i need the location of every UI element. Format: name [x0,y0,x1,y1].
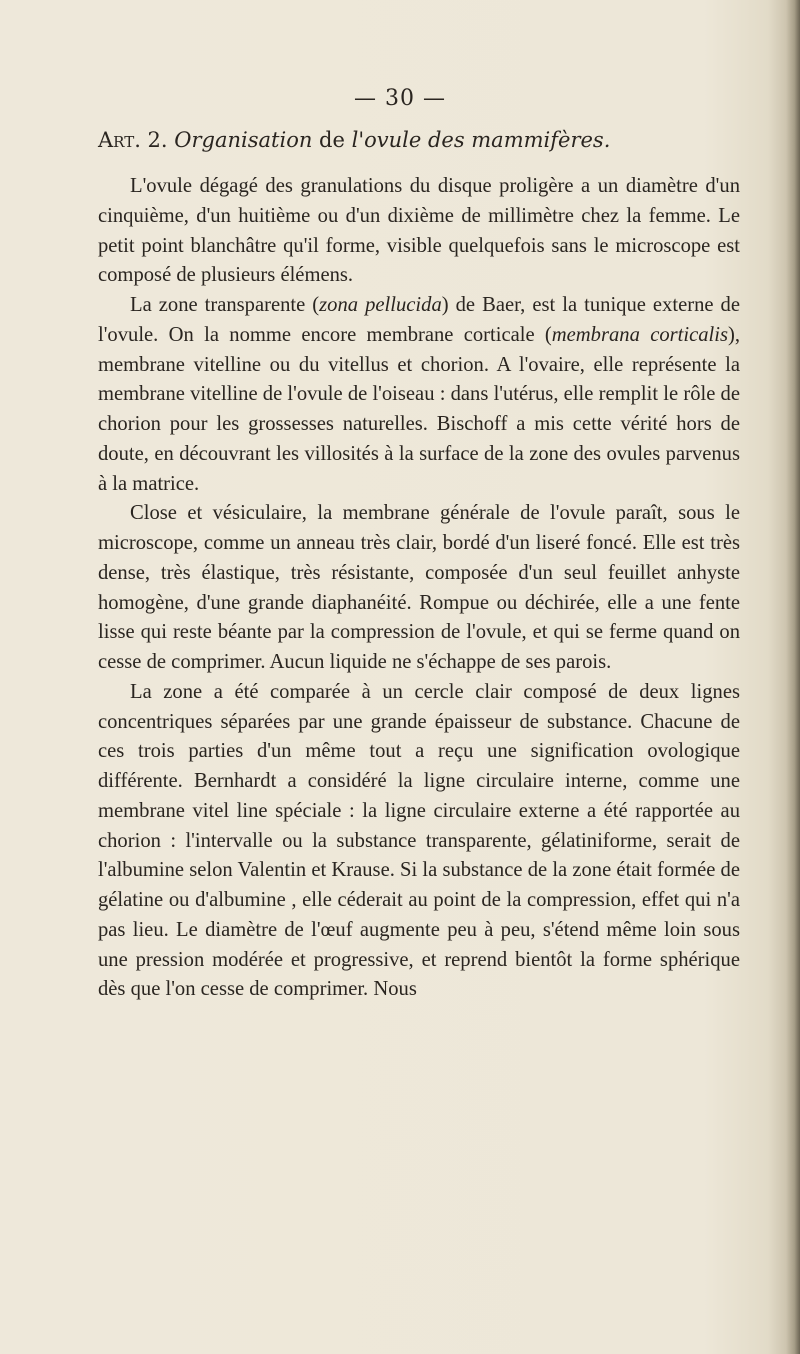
latin-term-membrana-corticalis: membrana corticalis [551,323,728,346]
paragraph-text: La zone transparente ( [130,294,320,316]
paragraph-text: ), membrane vitelline ou du vitellus et chorion. A l'ovaire, elle représente la membrane vitelline de l'ovule de l'oiseau : dans l'utérus, elle remplit le rôle de chorion pour les grossesses naturelles. Bischoff a mis cette vérité hors de doute, en découvrant les villosités à la surface de la zone des ovules parvenus à la matrice. [98,323,740,495]
section-heading [98,128,738,152]
paragraph-1 [98,172,740,291]
body-text [98,172,740,1005]
paragraph-text: La zone a été comparée à un cercle clair composé de deux lignes concentriques séparées par une grande épaisseur de substance. Chacune de ces trois parties d'un même tout a reçu une signification ovologique différente. Bernhardt a considéré la ligne circulaire interne, comme une membrane vitel line spéciale : la ligne circulaire externe a été rapportée au chorion : l'intervalle ou la substance transparente, gélatiniforme, serait de l'albumine selon Valentin et Krause. Si la substance de la zone était formée de gélatine ou d'albumine , elle céderait au point de la compression, effet qui n'a pas lieu. Le diamètre de l'œuf augmente peu à peu, s'étend même loin sous une pression modérée et progressive, et reprend bientôt la forme sphérique dès que l'on cesse de comprimer. Nous [98,680,740,1001]
heading-title-italic-end: l'ovule des mammifères. [351,128,611,152]
heading-title-italic: Organisation [174,128,313,152]
paragraph-text: L'ovule dégagé des granulations du disque proligère a un diamètre d'un cinquième, d'un huitième ou d'un dixième de millimètre chez la femme. Le petit point blanchâtre qu'il forme, visible quelquefois sans le microscope est composé de plusieurs élémens. [98,175,740,287]
paragraph-text: ) de Baer, est la tunique externe de l'ovule. On la nomme encore membrane corticale ( [98,294,740,346]
paragraph-text: Close et vésiculaire, la membrane générale de l'ovule paraît, sous le microscope, comme un anneau très clair, bordé d'un liseré foncé. Elle est très dense, très élastique, très résistante, composée d'un seul feuillet anhyste homogène, d'une grande diaphanéité. Rompue ou déchirée, elle a une fente lisse qui reste béante par la compression de l'ovule, et qui se ferme quand on cesse de comprimer. Aucun liquide ne s'échappe de ses parois. [98,502,740,673]
latin-term-zona-pellucida: zona pellucida [319,294,442,316]
heading-title-connector: de [312,128,352,152]
page-number: — 30 — [354,86,446,111]
paragraph-3 [98,499,740,678]
article-number: Art. 2. [98,128,168,152]
paragraph-4 [98,678,740,1005]
paragraph-2 [98,291,740,499]
page-edge-shadow [786,0,800,1354]
